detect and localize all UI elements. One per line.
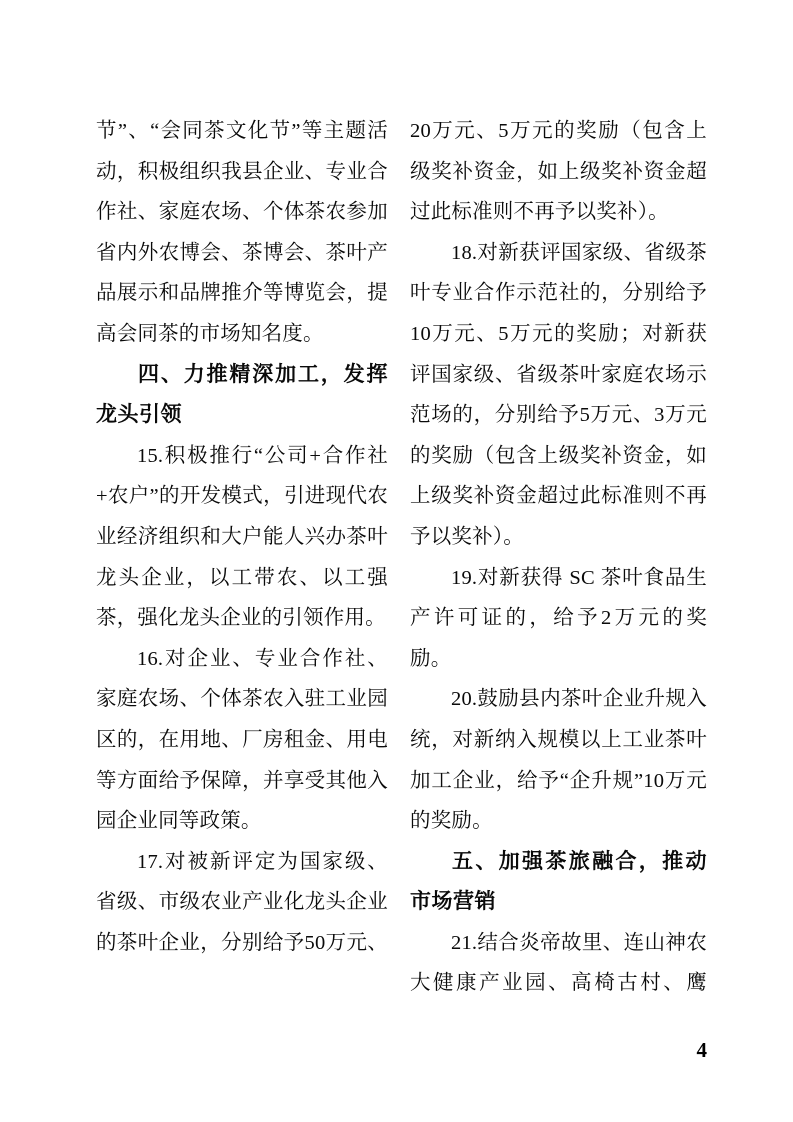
left-column	[96, 111, 388, 963]
section-heading: 四、力推精深加工，发挥龙头引领	[96, 362, 388, 427]
paragraph: 21.结合炎帝故里、连山神农大健康产业园、高椅古村、鹰	[410, 931, 707, 995]
paragraph: 19.对新获得 SC 茶叶食品生产许可证的，给予2万元的奖励。	[410, 566, 707, 670]
section-heading: 五、加强茶旅融合，推动市场营销	[410, 849, 707, 914]
paragraph: 15.积极推行“公司+合作社+农户”的开发模式，引进现代农业经济组织和大户能人兴办茶叶龙头企业，以工带农、以工强茶，强化龙头企业的引领作用。	[96, 444, 388, 630]
paragraph: 16.对企业、专业合作社、家庭农场、个体茶农入驻工业园区的，在用地、厂房租金、用电等方面给予保障，并享受其他入园企业同等政策。	[96, 647, 388, 833]
paragraph: 18.对新获评国家级、省级茶叶专业合作示范社的，分别给予10万元、5万元的奖励；对新获评国家级、省级茶叶家庭农场示范场的，分别给予5万元、3万元的奖励（包含上级奖补资金，如上级奖补资金超过此标准则不再予以奖补）。	[410, 241, 707, 548]
page-number: 4	[696, 1038, 707, 1062]
paragraph: 20万元、5万元的奖励（包含上级奖补资金，如上级奖补资金超过此标准则不再予以奖补）。	[410, 120, 707, 224]
paragraph: 节”、“会同茶文化节”等主题活动，积极组织我县企业、专业合作社、家庭农场、个体茶农参加省内外农博会、茶博会、茶叶产品展示和品牌推介等博览会，提高会同茶的市场知名度。	[96, 120, 388, 345]
paragraph: 20.鼓励县内茶叶企业升规入统，对新纳入规模以上工业茶叶加工企业，给予“企升规”10万元的奖励。	[410, 688, 707, 833]
paragraph: 17.对被新评定为国家级、省级、市级农业产业化龙头企业的茶叶企业，分别给予50万元、	[96, 850, 388, 954]
right-column	[410, 111, 707, 1004]
